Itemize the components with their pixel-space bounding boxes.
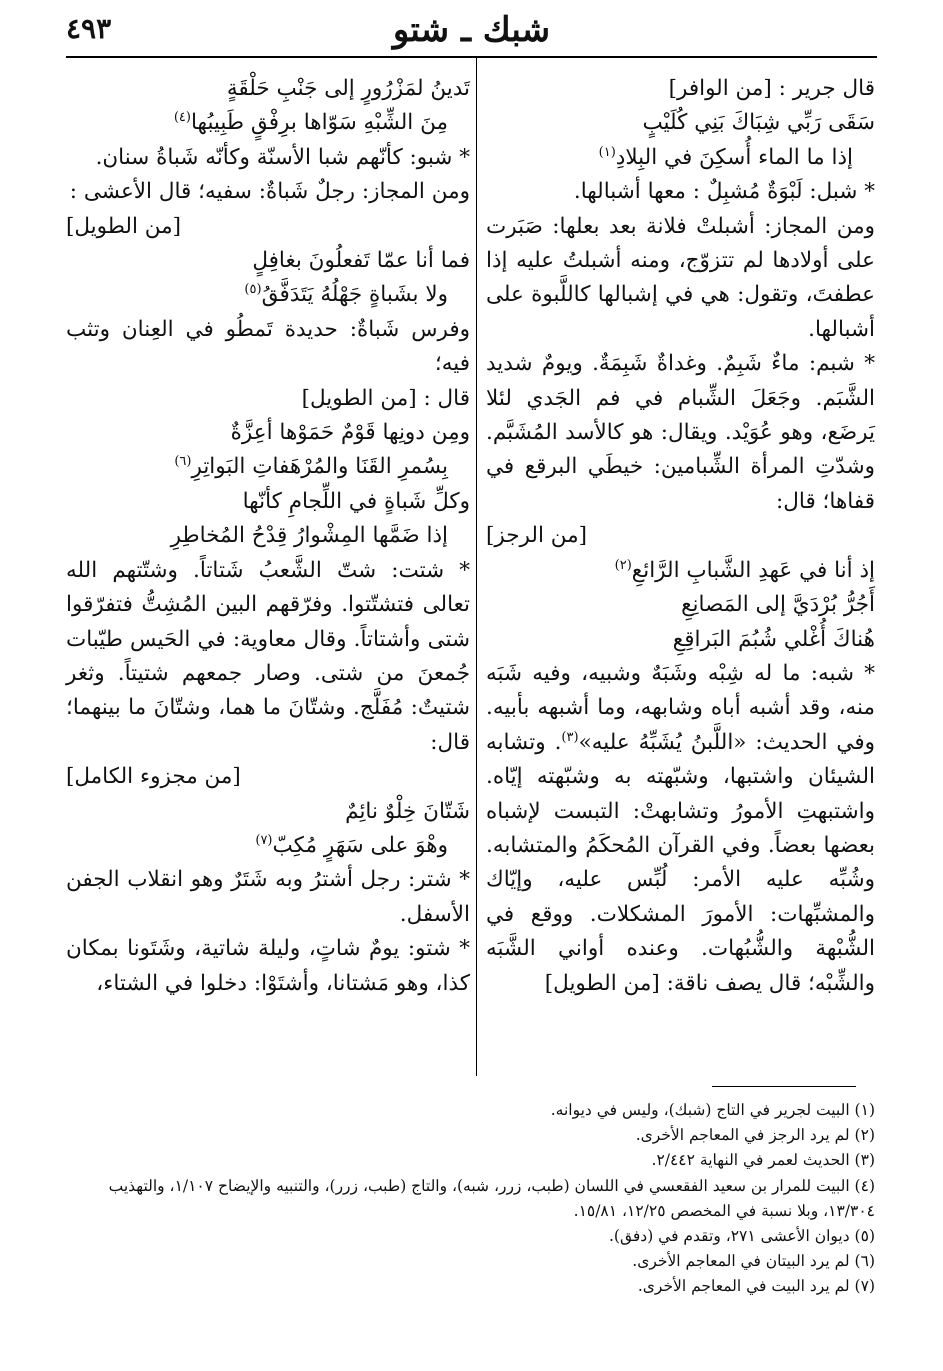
verse-line [66, 244, 470, 278]
entry-paragraph [486, 347, 875, 519]
entry-paragraph [66, 141, 470, 175]
line-text-continued: . وتشابه الشيئان واشتبها، وشبّهته به وشبّهته إيّاه. واشتبهتِ الأمورُ وتشابهتْ: التبست لإشباه بعضها بعضاً. وفي القرآن المُحكَمُ والمتشابه. وشُبِّه عليه الأمر: لُبِّس عليه، وإيّاك والمشبِّهات: الأمورَ المشكلات. ووقع في الشُّبْهة والشُّبُهات. وعنده أواني الشَّبَه والشِّبْه؛ قال يصف ناقة: [من الطويل] [486, 729, 875, 996]
meter-label [486, 519, 875, 553]
running-title: شبك ـ شتو [392, 10, 551, 50]
entry-paragraph [66, 554, 470, 760]
footnote-marker: (٥) [244, 282, 262, 298]
line-text: أَجُرُّ بُرْدَيَّ إلى المَصانِعِ [681, 592, 875, 618]
line-text: ومن المجاز: رجلٌ شَباةٌ: سفيه؛ قال الأعشى : [69, 179, 470, 205]
line-text: [من الرجز] [486, 523, 588, 549]
line-text: [من مجزوء الكامل] [66, 764, 241, 790]
entry-paragraph [66, 863, 470, 932]
line-text: * شتر: رجل أشترُ وبه شَتَرٌ وهو انقلاب الجفن الأسفل. [66, 867, 470, 927]
entry-paragraph [486, 72, 875, 106]
column-divider [476, 58, 477, 1076]
verse-line [66, 795, 470, 829]
verse-line [66, 829, 470, 863]
right-column [486, 72, 875, 1001]
entry-paragraph [486, 657, 875, 1001]
line-text: * شتو: يومٌ شاتٍ، وليلة شاتية، وشَتَونا بمكان كذا، وهو مَشتانا، وأشتَوْا: دخلوا في الشتاء، [66, 936, 470, 996]
verse-line [486, 554, 875, 588]
line-text: ومن المجاز: أشبلتْ فلانة بعد بعلها: صَبَرت على أولادها لم تتزوّج، ومنه أشبلتُ عليه إذا عطفتَ، وتقول: هي في إشبالها كاللَّبوة على أشبالها. [486, 213, 875, 342]
footnote-rule [712, 1086, 856, 1087]
line-text: سَقَى رَبِّي شِبَاكَ بَنِي كُلَيْبٍ [642, 110, 875, 136]
footnote: (٥) ديوان الأعشى ٢٧١، وتقدم في (دفق). [608, 1227, 875, 1246]
footnote-marker: (١) [598, 144, 616, 160]
entry-paragraph [66, 932, 470, 1001]
left-column [66, 72, 470, 1001]
verse-line [486, 106, 875, 140]
footnotes [66, 1098, 875, 1300]
line-text: قال : [من الطويل] [301, 385, 470, 411]
meter-label [66, 210, 470, 244]
line-text: إذا ما الماء أُسكِنَ في البِلادِ [615, 144, 853, 170]
verse-line [66, 519, 470, 553]
page-number: ٤٩٣ [66, 12, 112, 45]
line-text: وكلِّ شَباةٍ في اللِّجامِ كأنّها [242, 488, 470, 514]
line-text: فما أنا عمّا تَفعلُونَ بغافِلٍ [252, 248, 470, 274]
line-text: * شبم: ماءٌ شَبِمٌ. وغداةٌ شَبِمَةٌ. ويومٌ شديد الشَّبَم. وجَعَلَ الشِّبام في فم الجَدي لئلا يَرضَع، وهو عُوَيْد. ويقال: هو كالأسد المُشَبَّم. وشدّتِ المرأة الشِّبامين: خيطَي البرقع في قفاها؛ قال: [486, 351, 875, 514]
verse-line [66, 416, 470, 450]
verse-line [66, 72, 470, 106]
footnote: (٣) الحديث لعمر في النهاية ٢/٤٤٢. [651, 1151, 875, 1170]
line-text: * شبه: ما له شِبْه وشَبَهٌ وشبيه، وفيه شَبَه منه، وقد أشبه أباه وشابهه، وما أشبهه بأبيه. وفي الحديث: «اللَّبنُ يُشَبِّهُ عليه» [486, 660, 876, 755]
line-text: ولا بشَباةٍ جَهْلُهُ يَتَدَفَّقُ [261, 282, 448, 308]
footnote-marker: (٦) [174, 454, 192, 470]
line-text: شَتّانَ خِلْوٌ نائِمٌ [345, 798, 470, 824]
line-text: مِنَ الشِّبْهِ سَوّاها برِفْقٍ طَبِيبُها [190, 110, 448, 136]
verse-line [486, 588, 875, 622]
verse-line [66, 450, 470, 484]
line-text: * شتت: شتّ الشَّعبُ شَتاتاً. وشتّتهم الله تعالى فتشتّتوا. وفرّقهم البين المُشِتُّ فتفرّقوا شتى وأشتاتاً. وقال معاوية: في الحَيس طيّبات جُمعنَ من شتى. وصار جمعهم شتيتاً. وثغر شتيتٌ: مُفَلَّج. وشتّانَ ما هما، وشتّانَ ما بينهما؛ قال: [66, 557, 470, 755]
footnote: (٧) لم يرد البيت في المعاجم الأخرى. [637, 1277, 875, 1296]
entry-paragraph [66, 313, 470, 382]
footnote-marker: (٧) [255, 832, 273, 848]
line-text: وفرس شَباةٌ: حديدة تَمطُو في العِنان وتثب فيه؛ [66, 316, 470, 377]
verse-line [66, 485, 470, 519]
meter-label [66, 760, 470, 794]
line-text: بِسُمرِ القَنَا والمُرْهَفاتِ البَواتِرِ [191, 454, 448, 480]
verse-line [486, 623, 875, 657]
footnote-marker: (٤) [173, 110, 191, 126]
line-text: [من الطويل] [66, 213, 182, 239]
header-rule [66, 56, 877, 58]
verse-line [66, 106, 470, 140]
entry-paragraph [66, 175, 470, 209]
footnote-marker: (٣) [561, 729, 579, 745]
footnote: (١) البيت لجرير في التاج (شبك)، وليس في ديوانه. [550, 1101, 875, 1119]
page-header [66, 8, 877, 54]
line-text: ومِن دونِها قَوْمٌ حَمَوْها أعِزَّةٌ [230, 420, 470, 446]
line-text: هُناكَ أُغْلي شُبُمَ البَراقِعِ [672, 626, 875, 652]
footnote: (٦) لم يرد البيتان في المعاجم الأخرى. [632, 1252, 875, 1271]
line-text: وهْوَ على سَهَرٍ مُكِبّ [272, 832, 448, 858]
footnote: (٢) لم يرد الرجز في المعاجم الأخرى. [635, 1126, 875, 1145]
entry-paragraph [486, 210, 875, 348]
footnote: (٤) البيت للمرار بن سعيد الفقعسي في اللسان (طبب، زرر، شبه)، والتاج (طبب، زرر)، والتنبيه والإيضاح ١/١٠٧، والتهذيب ١٣/٣٠٤، وبلا نسبة في المخصص ١٢/٢٥، ١٥/٨١. [108, 1176, 875, 1220]
line-text: قال جرير : [من الوافر] [668, 76, 875, 101]
verse-line [66, 278, 470, 312]
line-text: * شبل: لَبْوَةٌ مُشبِلٌ : معها أشبالها. [573, 179, 875, 205]
line-text: إذ أنا في عَهدِ الشَّبابِ الرَّائعِ [631, 557, 875, 583]
footnote-marker: (٢) [614, 557, 632, 573]
line-text: تَدينُ لمَزْرُورٍ إلى جَنْبِ حَلْقَةٍ [226, 76, 470, 101]
verse-line [486, 141, 875, 175]
entry-paragraph [486, 175, 875, 209]
line-text: إذا ضَمَّها المِشْوارُ قِدْحُ المُخاطِرِ [170, 523, 448, 549]
entry-paragraph [66, 382, 470, 416]
line-text: * شبو: كأنّهم شبا الأسنّة وكأنّه شَباةُ سنان. [95, 144, 470, 170]
